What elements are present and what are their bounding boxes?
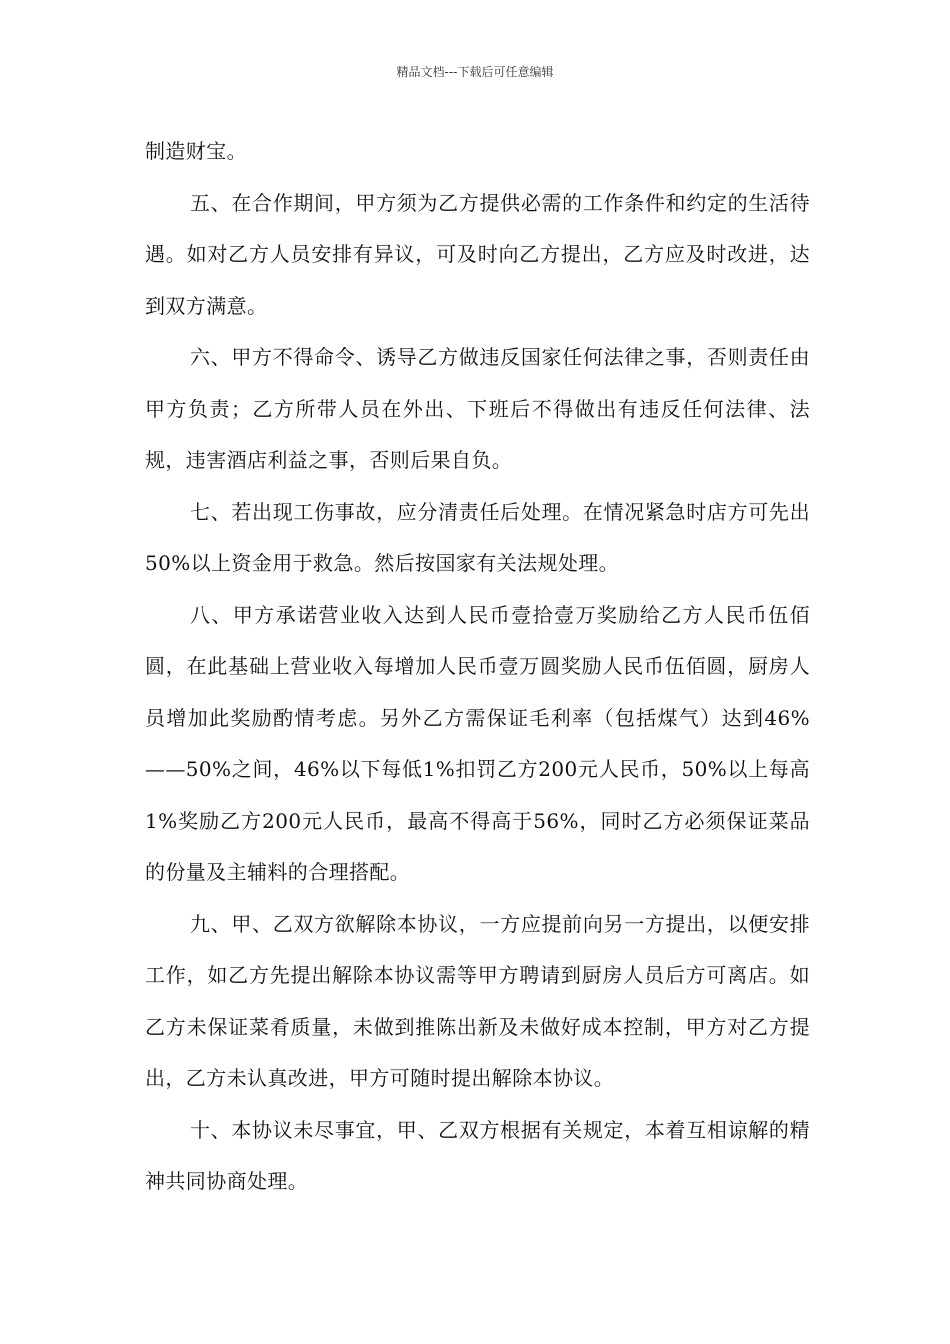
- clause-6: 六、甲方不得命令、诱导乙方做违反国家任何法律之事，否则责任由甲方负责；乙方所带人员在外出、下班后不得做出有违反任何法律、法规，违害酒店利益之事，否则后果自负。: [145, 345, 810, 472]
- paragraph-continuation: 制造财宝。: [145, 139, 247, 163]
- page-header: 精品文档---下载后可任意编辑: [396, 65, 554, 79]
- document-body: [145, 126, 810, 1208]
- clause-7: 七、若出现工伤事故，应分清责任后处理。在情况紧急时店方可先出50%以上资金用于救急。然后按国家有关法规处理。: [145, 499, 810, 575]
- clause-5: 五、在合作期间，甲方须为乙方提供必需的工作条件和约定的生活待遇。如对乙方人员安排有异议，可及时向乙方提出，乙方应及时改进，达到双方满意。: [145, 190, 810, 318]
- clause-8: 八、甲方承诺营业收入达到人民币壹拾壹万奖励给乙方人民币伍佰圆，在此基础上营业收入每增加人民币壹万圆奖励人民币伍佰圆，厨房人员增加此奖励酌情考虑。另外乙方需保证毛利率（包括煤气）达到46%——50%之间，46%以下每低1%扣罚乙方200元人民币，50%以上每高1%奖励乙方200元人民币，最高不得高于56%，同时乙方必须保证菜品的份量及主辅料的合理搭配。: [145, 602, 810, 884]
- clause-10: 十、本协议未尽事宜，甲、乙双方根据有关规定，本着互相谅解的精神共同协商处理。: [145, 1117, 810, 1193]
- clause-9: 九、甲、乙双方欲解除本协议，一方应提前向另一方提出，以便安排工作，如乙方先提出解除本协议需等甲方聘请到厨房人员后方可离店。如乙方未保证菜肴质量，未做到推陈出新及未做好成本控制，甲方对乙方提出，乙方未认真改进，甲方可随时提出解除本协议。: [145, 911, 810, 1090]
